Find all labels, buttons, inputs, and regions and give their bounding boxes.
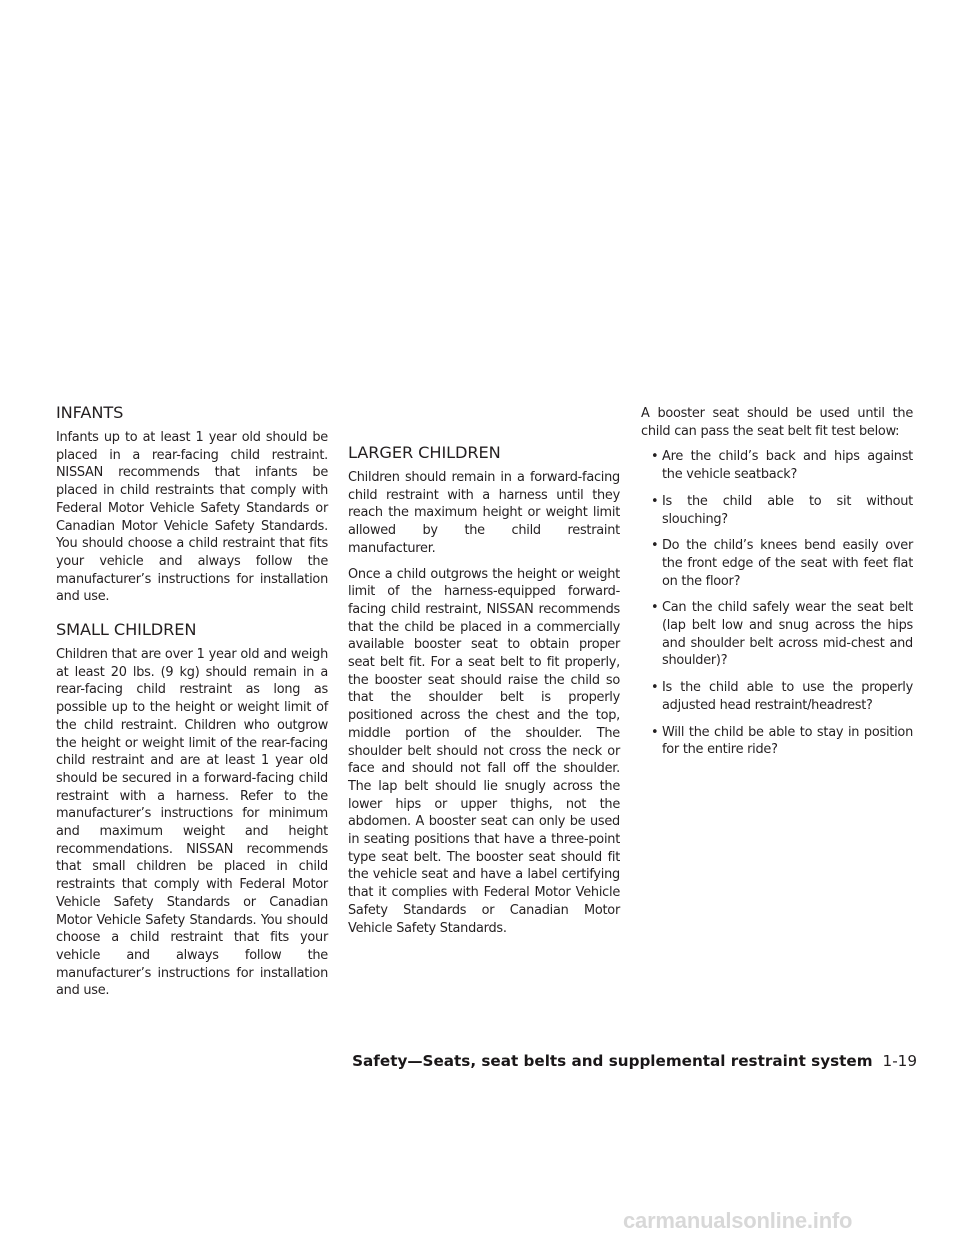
page-number: 1-19 xyxy=(882,1052,917,1070)
list-item: • Do the child’s knees bend easily over the front edge of the seat with feet flat on the floor? xyxy=(651,538,913,589)
list-item: • Are the child’s back and hips against the vehicle seatback? xyxy=(651,449,913,483)
bullet-icon: • xyxy=(651,538,659,554)
fit-test-intro: A booster seat should be used until the child can pass the seat belt fit test below: xyxy=(641,406,913,439)
fit-test-list xyxy=(641,448,913,759)
larger-children-paragraph-2: Once a child outgrows the height or weight limit of the harness-equipped forward-facing child restraint, NISSAN recommends that the child be placed in a commercially available booster seat to obtain proper seat belt fit. For a seat belt to fit properly, the booster seat should raise the child so that the shoulder belt is properly positioned across the chest and the top, middle portion of the shoulder. The shoulder belt should not cross the neck or face and should not fall off the shoulder. The lap belt should lie snugly across the lower hips or upper thighs, not the abdomen. A booster seat can only be used in seating positions that have a three-point type seat belt. The booster seat should fit the vehicle seat and have a label certifying that it complies with Federal Motor Vehicle Safety Standards or Canadian Motor Vehicle Safety Standards. xyxy=(348,566,620,936)
list-item: • Will the child be able to stay in position for the entire ride? xyxy=(651,724,913,758)
larger-children-paragraph-1: Children should remain in a forward-facing child restraint with a harness until they reach the maximum height or weight limit allowed by the child restraint manufacturer. xyxy=(348,470,620,556)
bullet-icon: • xyxy=(651,449,659,465)
footer-section-title: Safety—Seats, seat belts and supplemental restraint system xyxy=(352,1052,873,1070)
column-middle xyxy=(348,405,620,945)
watermark: carmanualsonline.info xyxy=(623,1208,853,1233)
column-left xyxy=(56,403,328,1008)
bullet-icon: • xyxy=(651,680,659,696)
bullet-icon: • xyxy=(651,493,659,509)
bullet-icon: • xyxy=(651,724,659,740)
infants-heading: INFANTS xyxy=(56,403,124,422)
column-right xyxy=(641,405,913,768)
small-children-heading: SMALL CHILDREN xyxy=(56,620,197,640)
list-item: • Is the child able to use the properly adjusted head restraint/headrest? xyxy=(651,680,913,713)
bullet-icon: • xyxy=(651,600,659,616)
list-item: • Can the child safely wear the seat belt (lap belt low and snug across the hips and shoulder belt across mid-chest and shoulder)? xyxy=(651,600,913,669)
page-footer xyxy=(352,1051,917,1071)
small-children-paragraph: Children that are over 1 year old and weigh at least 20 lbs. (9 kg) should remain in a rear-facing child restraint as long as possible up to the height or weight limit of the child restraint. Children who outgrow the height or weight limit of the rear-facing child restraint and are at least 1 year old should be secured in a forward-facing child restraint with a harness. Refer to the manufacturer’s instructions for minimum and maximum weight and height recommendations. NISSAN recommends that small children be placed in child restraints that comply with Federal Motor Vehicle Safety Standards or Canadian Motor Vehicle Safety Standards. You should choose a child restraint that fits your vehicle and always follow the manufacturer’s instructions for installation and use. xyxy=(56,647,328,999)
infants-paragraph: Infants up to at least 1 year old should be placed in a rear-facing child restraint. NISSAN recommends that infants be placed in child restraints that comply with Federal Motor Vehicle Safety Standards or Canadian Motor Vehicle Safety Standards. You should choose a child restraint that fits your vehicle and always follow the manufacturer’s instructions for installation and use. xyxy=(56,430,328,605)
larger-children-heading: LARGER CHILDREN xyxy=(348,443,501,462)
list-item: • Is the child able to sit without slouching? xyxy=(651,493,913,527)
